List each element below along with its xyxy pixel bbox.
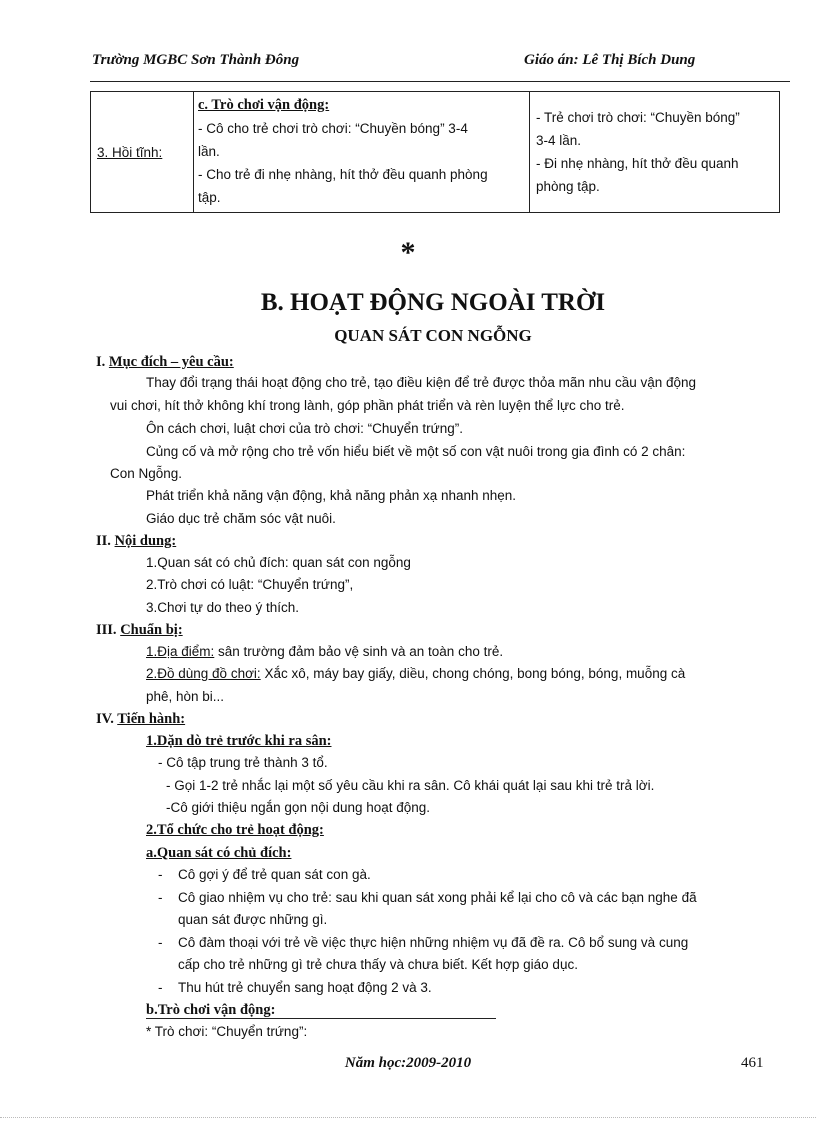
section-heading	[96, 354, 234, 371]
section-heading	[96, 533, 176, 550]
teacher-line: lần.	[198, 144, 220, 159]
step-line: -Cô giới thiệu ngắn gọn nội dung hoạt động.	[166, 800, 431, 815]
table-row	[91, 92, 780, 213]
page-bottom-edge	[0, 1117, 816, 1118]
bullet-dash: -	[158, 935, 163, 950]
step-line: - Cô tập trung trẻ thành 3 tổ.	[158, 755, 328, 770]
header-divider	[90, 81, 790, 82]
bullet-text: cấp cho trẻ những gì trẻ chưa thấy và chưa biết. Kết hợp giáo dục.	[178, 957, 578, 972]
subsection-heading: a.Quan sát có chủ đích:	[146, 845, 292, 861]
subsection-heading: 1.Dặn dò trẻ trước khi ra sân:	[146, 733, 332, 749]
page-subtitle: QUAN SÁT CON NGỖNG	[334, 326, 532, 345]
paragraph-line: Con Ngỗng.	[110, 466, 183, 481]
child-line: 3-4 lần.	[536, 133, 582, 148]
bullet-text: Cô giao nhiệm vụ cho trẻ: sau khi quan sát xong phải kể lại cho cô và các bạn nghe đã	[178, 890, 697, 905]
paragraph-line: Thay đổi trạng thái hoạt động cho trẻ, tạo điều kiện để trẻ được thỏa mãn nhu cầu vận động	[146, 375, 697, 390]
section-heading	[96, 711, 185, 728]
section-number: IV.	[96, 711, 114, 727]
tools-label: 2.Đồ dùng đồ chơi:	[146, 666, 261, 681]
bullet-dash: -	[158, 980, 163, 995]
paragraph-line: Củng cố và mở rộng cho trẻ vốn hiểu biết về một số con vật nuôi trong gia đình có 2 chân:	[146, 444, 686, 459]
child-line: - Trẻ chơi trò chơi: “Chuyền bóng”	[536, 110, 740, 125]
game-line: * Trò chơi: “Chuyển trứng”:	[146, 1024, 308, 1039]
teacher-line: tập.	[198, 190, 221, 205]
bullet-text: Thu hút trẻ chuyển sang hoạt động 2 và 3.	[178, 980, 432, 995]
paragraph-line: Phát triển khả năng vận động, khả năng phản xạ nhanh nhẹn.	[146, 488, 517, 503]
stage-label: 3. Hồi tĩnh:	[97, 144, 163, 160]
bullet-dash: -	[158, 890, 163, 905]
section-number: II.	[96, 533, 111, 549]
bullet-dash: -	[158, 867, 163, 882]
step-line: - Gọi 1-2 trẻ nhắc lại một số yêu cầu khi ra sân. Cô khái quát lại sau khi trẻ trả lời.	[166, 778, 655, 793]
stage-cell	[91, 92, 194, 213]
subsection-heading: 2.Tổ chức cho trẻ hoạt động:	[146, 822, 324, 838]
bullet-text: Cô đàm thoại với trẻ về việc thực hiện những nhiệm vụ đã đề ra. Cô bổ sung và cung	[178, 935, 689, 950]
header-teacher: Giáo án: Lê Thị Bích Dung	[524, 52, 696, 68]
activity-table	[90, 91, 780, 213]
tools-text: Xắc xô, máy bay giấy, diều, chong chóng, bong bóng, bóng, muỗng cà	[260, 666, 686, 681]
section-number: III.	[96, 622, 117, 638]
child-line: - Đi nhẹ nhàng, hít thở đều quanh	[536, 156, 739, 171]
teacher-cell	[194, 92, 530, 213]
section-title: Nội dung:	[114, 533, 177, 549]
subsection-heading: b.Trò chơi vận động:	[146, 1002, 276, 1018]
teacher-line: - Cô cho trẻ chơi trò chơi: “Chuyền bóng” 3-4	[198, 121, 468, 136]
section-title: Mục đích – yêu cầu:	[108, 354, 234, 370]
paragraph-line: Ôn cách chơi, luật chơi của trò chơi: “Chuyển trứng”.	[146, 421, 463, 436]
child-line: phòng tập.	[536, 179, 600, 194]
bullet-text: quan sát được những gì.	[178, 912, 328, 927]
bullet-text: Cô gợi ý để trẻ quan sát con gà.	[178, 867, 371, 882]
section-number: I.	[96, 354, 106, 370]
section-heading	[96, 622, 183, 639]
page-number: 461	[741, 1055, 764, 1071]
tools-line	[146, 666, 685, 681]
paragraph-line: vui chơi, hít thở không khí trong lành, góp phần phát triển và rèn luyện thể lực cho trẻ.	[110, 398, 625, 413]
page-title: B. HOẠT ĐỘNG NGOÀI TRỜI	[260, 289, 606, 316]
tools-line-cont: phê, hòn bi...	[146, 689, 225, 704]
separator-asterisk: *	[400, 236, 416, 269]
teacher-line: - Cho trẻ đi nhẹ nhàng, hít thở đều quanh phòng	[198, 167, 488, 182]
content-line: 3.Chơi tự do theo ý thích.	[146, 600, 299, 615]
teacher-heading: c. Trò chơi vận động:	[198, 97, 330, 113]
place-label: 1.Địa điểm:	[146, 644, 215, 659]
footer-school-year: Năm học:2009-2010	[344, 1055, 472, 1071]
content-line: 2.Trò chơi có luật: “Chuyển trứng”,	[146, 577, 354, 592]
place-line	[146, 644, 503, 659]
subsection-underline	[146, 1018, 496, 1019]
section-title: Chuẩn bị:	[120, 622, 183, 638]
place-text: sân trường đảm bảo vệ sinh và an toàn cho trẻ.	[214, 644, 504, 659]
paragraph-line: Giáo dục trẻ chăm sóc vật nuôi.	[146, 511, 336, 526]
header-school: Trường MGBC Sơn Thành Đông	[92, 52, 300, 68]
child-cell	[530, 92, 780, 213]
section-title: Tiến hành:	[117, 711, 186, 727]
content-line: 1.Quan sát có chủ đích: quan sát con ngỗng	[146, 555, 411, 570]
